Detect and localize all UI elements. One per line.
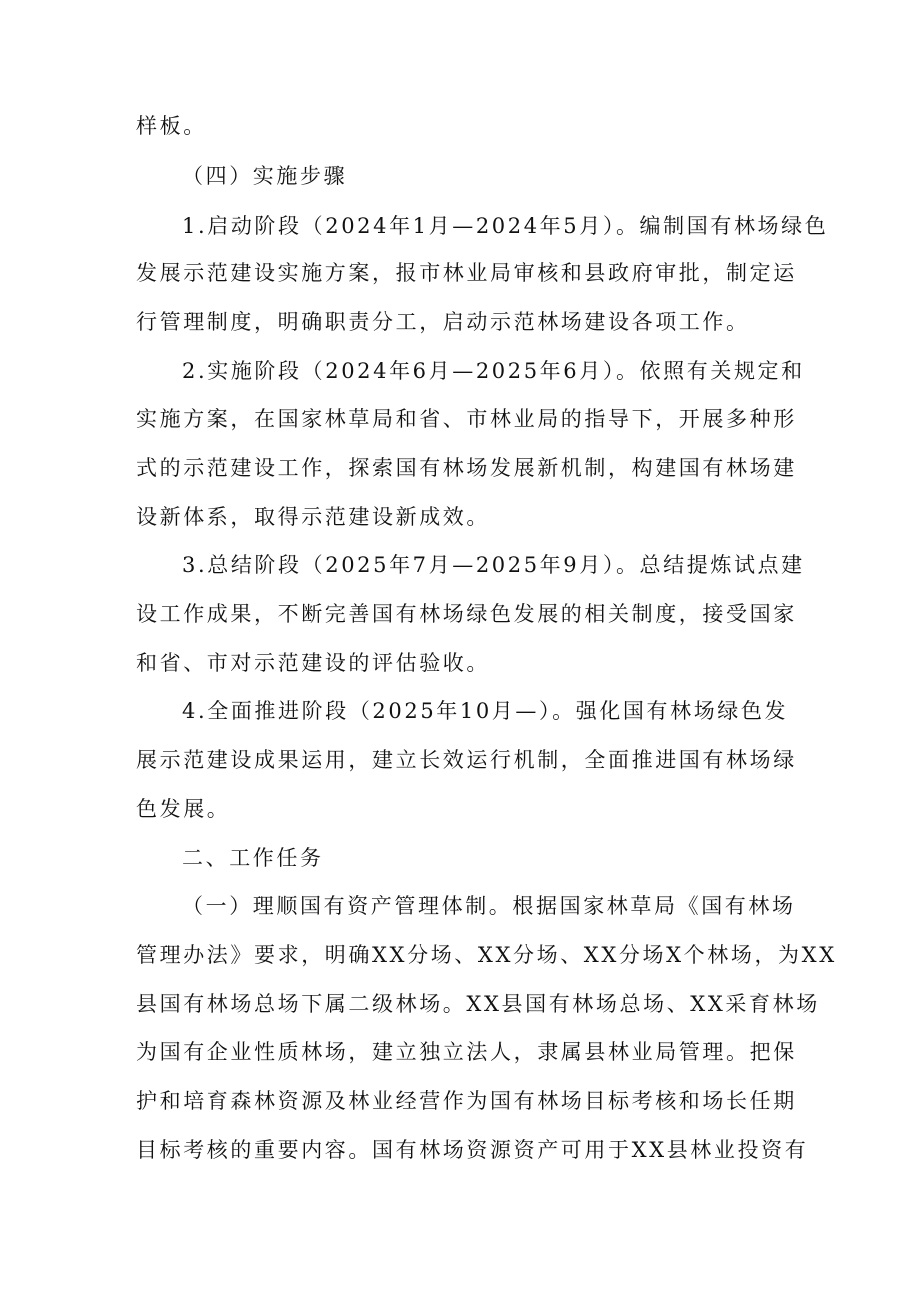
text-line: （一）理顺国有资产管理体制。根据国家林草局《国有林场: [182, 894, 796, 918]
text-line: 县国有林场总场下属二级林场。XX县国有林场总场、XX采育林场: [136, 992, 820, 1016]
text-line: 样板。: [136, 114, 207, 138]
text-line: 色发展。: [136, 797, 231, 821]
text-line: 展示范建设成果运用，建立长效运行机制，全面推进国有林场绿: [136, 748, 797, 772]
text-line: 实施方案，在国家林草局和省、市林业局的指导下，开展多种形: [136, 407, 797, 431]
text-line: 为国有企业性质林场，建立独立法人，隶属县林业局管理。把保: [136, 1040, 797, 1064]
text-line: 设工作成果，不断完善国有林场绿色发展的相关制度，接受国家: [136, 602, 797, 626]
text-line: 护和培育森林资源及林业经营作为国有林场目标考核和场长任期: [136, 1089, 797, 1113]
text-line: 发展示范建设实施方案，报市林业局审核和县政府审批，制定运: [136, 261, 797, 285]
text-line: 和省、市对示范建设的评估验收。: [136, 651, 490, 675]
text-line: 1.启动阶段（2024年1月—2024年5月）。编制国有林场绿色: [182, 214, 829, 238]
text-line: 设新体系，取得示范建设新成效。: [136, 505, 490, 529]
text-line: 行管理制度，明确职责分工，启动示范林场建设各项工作。: [136, 310, 750, 334]
text-line: 3.总结阶段（2025年7月—2025年9月）。总结提炼试点建: [182, 553, 805, 577]
text-line: 2.实施阶段（2024年6月—2025年6月）。依照有关规定和: [182, 359, 805, 383]
section-heading: （四）实施步骤: [182, 164, 348, 188]
section-heading: 二、工作任务: [182, 846, 324, 870]
text-line: 式的示范建设工作，探索国有林场发展新机制，构建国有林场建: [136, 456, 797, 480]
text-line: 4.全面推进阶段（2025年10月—）。强化国有林场绿色发: [182, 699, 789, 723]
text-line: 目标考核的重要内容。国有林场资源资产可用于XX县林业投资有: [136, 1138, 809, 1162]
text-line: 管理办法》要求，明确XX分场、XX分场、XX分场X个林场，为XX: [136, 943, 837, 967]
